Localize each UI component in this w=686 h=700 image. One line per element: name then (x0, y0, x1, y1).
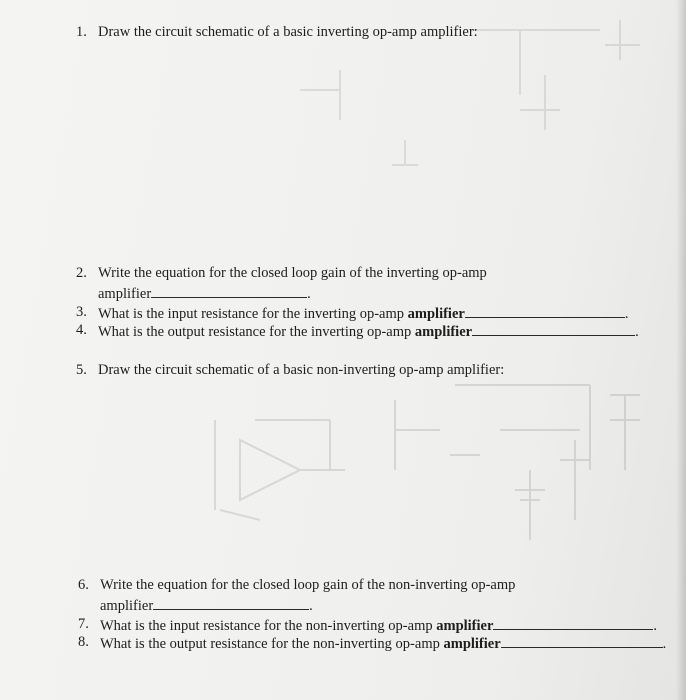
question-end: . (662, 636, 667, 652)
question-text: What is the output resistance for the non-inverting op-amp (100, 636, 440, 652)
question-number: 3. (76, 304, 87, 320)
question-bold: amplifier (436, 618, 494, 634)
question-text-cont: amplifier (98, 286, 152, 302)
answer-blank[interactable] (472, 322, 635, 336)
answer-blank[interactable] (501, 634, 663, 648)
question-text-line (100, 634, 666, 653)
question-text: Draw the circuit schematic of a basic non-inverting op-amp amplifier: (98, 362, 505, 378)
question-text-line2 (100, 596, 313, 615)
question-text: Draw the circuit schematic of a basic inverting op-amp amplifier: (98, 24, 478, 40)
question-end: . (635, 324, 639, 340)
question-2 (76, 265, 636, 301)
question-number: 6. (78, 577, 89, 593)
question-4 (76, 322, 676, 339)
question-text-line (100, 616, 657, 635)
question-number: 5. (76, 362, 87, 378)
answer-blank[interactable] (153, 596, 309, 610)
question-end: . (624, 306, 629, 322)
question-text: What is the input resistance for the non-inverting op-amp (100, 618, 433, 634)
question-number: 4. (76, 322, 87, 338)
question-text: Write the equation for the closed loop gain of the non-inverting op-amp (100, 577, 516, 593)
question-number: 1. (76, 24, 87, 40)
question-text: Write the equation for the closed loop gain of the inverting op-amp (98, 265, 487, 281)
answer-blank[interactable] (493, 616, 653, 630)
question-number: 8. (78, 634, 89, 650)
question-text-line (98, 304, 628, 323)
question-bold: amplifier (414, 324, 473, 340)
question-text: What is the output resistance for the inverting op-amp (98, 324, 412, 340)
question-number: 7. (78, 616, 89, 632)
question-bold: amplifier (443, 636, 501, 652)
question-bold: amplifier (407, 306, 465, 322)
question-text-cont: amplifier (100, 598, 154, 614)
question-end: . (307, 286, 311, 302)
question-8 (78, 634, 678, 651)
question-end: . (309, 598, 313, 614)
question-7 (78, 616, 678, 633)
answer-blank[interactable] (151, 284, 307, 298)
question-end: . (653, 618, 658, 634)
question-3 (76, 304, 676, 321)
question-text-line (98, 322, 639, 341)
question-number: 2. (76, 265, 87, 281)
answer-blank[interactable] (465, 304, 625, 318)
question-text-line2 (98, 284, 311, 303)
question-text: What is the input resistance for the inverting op-amp (98, 306, 405, 322)
page-edge-shadow (676, 0, 686, 700)
question-6 (78, 577, 658, 613)
